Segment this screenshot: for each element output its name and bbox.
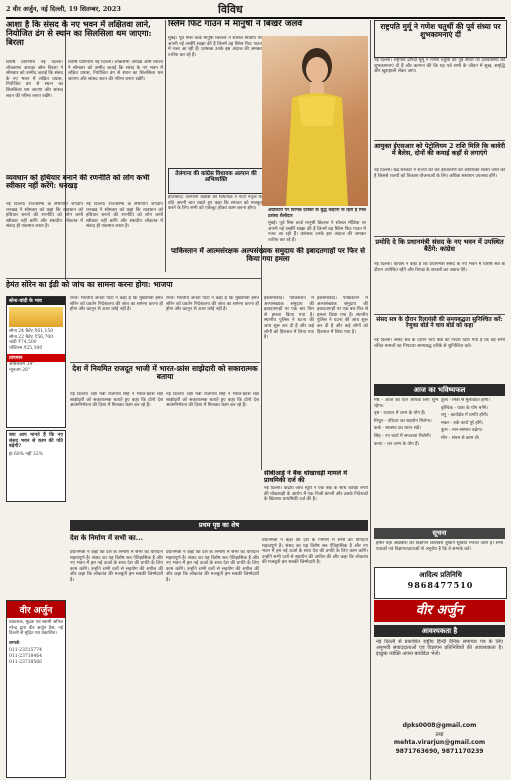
horoscope-entry: कन्या - धन लाभ के योग हैं। xyxy=(374,441,420,447)
story-telangana-headline-box xyxy=(168,168,264,194)
story-kaveri-headline-box xyxy=(374,140,505,167)
horoscope-entry: वृश्चिक - यात्रा के योग बनेंगे। xyxy=(441,405,489,411)
story-pm-headline-box xyxy=(374,236,505,261)
story-cbi-body: नई दिल्ली। केंद्रीय जांच ब्यूरो ने एक बैंक के साथ करोड़ों रुपये की धोखाधड़ी के आरोप में एक निजी कंपनी और उसके निदेशकों के खिलाफ प्राथमिकी दर्ज की है। xyxy=(264,486,368,503)
market-row: सोना 24 कैरेट ₹61,150 xyxy=(9,329,54,334)
story-desh-body: प्रधानमंत्री ने कहा कि देश के निर्माण में सभी का योगदान महत्वपूर्ण है। संसद का यह विशेष सत्र ऐतिहासिक है और नए भवन में हम नई ऊर्जा के साथ देश की प्रगति के लिए काम करेंगे। उन्होंने सभी दलों से सहयोग की अपील की और कहा कि लोकतंत्र की मजबूती हम सबकी जिम्मेदारी है। xyxy=(70,550,163,583)
story-headline: व्यवधान को हथियार बनाने की रणनीति को लोग कभी स्वीकार नहीं करेंगे: धनखड़ xyxy=(6,174,150,190)
masthead-logo: वीर अर्जुन xyxy=(7,601,65,618)
notice-body: हमारे यहां अखबारों की विज्ञापन डिलिवरी बुकिंग सुविधा निरंतर जारी है। सभी पाठकों एवं विज्ञापनदाताओं से अनुरोध है कि वे सम्पर्क करें। xyxy=(376,541,503,552)
contact-phones: 9871763690, 9871170239 xyxy=(395,748,484,755)
story-headline: आयुक्त ईएसआर को पेट्रोलियम 2 राशि मिलि कि कावेरी में बैलेस, दोनों की कमाई कहाँ से लगाएंगे xyxy=(374,142,505,157)
story-birla-body-cont: विशेष प्रतिनिधि नई दिल्ली। लोकसभा अध्यक्ष ओम बिरला ने सोमवार को उम्मीद जताई कि संसद के नए भवन में लक्षित प्रयास, नियोजित ढंग से स्थान का सिलसिला थम जाएगा और सांसद सदन की गरिमा बनाए रखेंगे। xyxy=(68,60,163,82)
horoscope-entry: वृष - व्यापार में लाभ के योग हैं। xyxy=(374,411,426,417)
story-ganesh-headline-box xyxy=(374,20,507,58)
story-desh-body-cont: प्रधानमंत्री ने कहा कि देश के निर्माण में सभी का योगदान महत्वपूर्ण है। संसद का यह विशेष सत्र ऐतिहासिक है और नए भवन में हम नई ऊर्जा के साथ देश की प्रगति के लिए काम करेंगे। उन्होंने सभी दलों से सहयोग की अपील की और कहा कि लोकतंत्र की मजबूती हम सबकी जिम्मेदारी है। xyxy=(166,550,259,583)
story-hemant-body: रांची। भारतीय जनता पार्टी ने कहा है कि मुख्यमंत्री हेमंत सोरेन को प्रवर्तन निदेशालय की जांच का सामना करना ही होगा और कानून से ऊपर कोई नहीं है। xyxy=(70,296,163,313)
story-birla-body: विशेष प्रतिनिधि नई दिल्ली। लोकसभा अध्यक्ष ओम बिरला ने सोमवार को उम्मीद जताई कि संसद के नए भवन में लक्षित प्रयास, नियोजित ढंग से स्थान का सिलसिला थम जाएगा और सांसद सदन की गरिमा बनाए रखेंगे। xyxy=(6,60,63,99)
story-dhankhar-body-cont: नई दिल्ली। राज्यसभा के सभापति जगदीप धनखड़ ने सोमवार को कहा कि व्यवधान को हथियार बनाने की रणनीति को लोग कभी स्वीकार नहीं करेंगे और संसदीय लोकतंत्र में संवाद ही एकमात्र रास्ता है। xyxy=(86,202,163,230)
story-pakistan-headline-box xyxy=(168,247,368,271)
story-headline: आशा है कि संसद के नए भवन में लक्षितवा लाने, नियोजित ढंग से स्थान का सिलसिला थम जाएगा: बिरला xyxy=(6,20,152,47)
page-folio: 2 वीर अर्जुन, नई दिल्ली, 19 सितम्बर, 2023 xyxy=(6,5,121,13)
story-pakistan-body-cont: इस्लामाबाद। पाकिस्तान में अल्पसंख्यक समुदाय की इबादतगाहों पर एक बार फिर से हमला किया गया है। स्थानीय पुलिस ने घटना की जांच शुरू कर दी है और कई लोगों को हिरासत में लिया गया है। xyxy=(317,296,368,335)
story-headline: देश में नियमित राजदूत भाजी में भारत-फ्रांस साझेदारी को सकारात्मक बताया xyxy=(72,364,258,381)
market-row: प्लैटिनम ₹25,300 xyxy=(9,345,43,351)
horoscope-right-column xyxy=(441,398,505,524)
manushi-caption-box xyxy=(268,208,366,242)
story-tea-body: नई दिल्ली। संसद सत्र के दौरान चाय बोर्ड को निर्देश दिया गया है कि वह सभी लंबित मामलों का निपटारा समयबद्ध तरीके से सुनिश्चित करे। xyxy=(374,338,505,349)
story-ganesh-body: नई दिल्ली। राष्ट्रपति द्रौपदी मुर्मू ने गणेश चतुर्थी की पूर्व संध्या पर देशवासियों को शुभकामनाएं दी हैं और कामना की कि यह पर्व सभी के जीवन में सुख, समृद्धि और खुशहाली लेकर आए। xyxy=(374,58,505,75)
horoscope-entry: तुला - मित्रों से मुलाकात होगी। xyxy=(441,398,491,403)
story-headline: सीबीआई ने बैंक धोखाधड़ी मामले में प्राथमिकी दर्ज की xyxy=(264,470,348,484)
story-dhankhar-headline-box xyxy=(6,174,162,200)
front-page-continued-bar: प्रथम पृष्ठ का शेष xyxy=(70,520,368,531)
contact-or: तथा xyxy=(435,732,444,738)
story-dhankhar-body: नई दिल्ली। राज्यसभा के सभापति जगदीप धनखड़ ने सोमवार को कहा कि व्यवधान को हथियार बनाने की रणनीति को लोग कभी स्वीकार नहीं करेंगे और संसदीय लोकतंत्र में संवाद ही एकमात्र रास्ता है। xyxy=(6,202,83,230)
story-tea-headline-box xyxy=(374,314,505,337)
story-manushi-body: मुंबई। पूर्व मिस वर्ल्ड मानुषी छिल्लर ने सोशल मीडिया पर अपनी नई तस्वीरें साझा की हैं जिनमें वह स्लिम फिट गाउन में नजर आ रही हैं। प्रशंसक उनके इस अंदाज की जमकर तारीफ कर रहे हैं। xyxy=(168,36,262,58)
page-header xyxy=(6,3,505,19)
weather-row: न्यूनतम 26° xyxy=(9,367,31,373)
story-birla-headline-box xyxy=(6,20,162,58)
story-headline: देश के निर्माण में सभी का... xyxy=(70,534,143,542)
weather-row: अधिकतम 34° xyxy=(9,362,35,368)
story-headline: पाकिस्तान में आत्मसंरक्षक अल्पसंख्यक समुदाय की इबादतगाहों पर फिर से किया गया हमला xyxy=(170,247,366,263)
job-ad-body: नई दिल्ली से प्रकाशित राष्ट्रीय हिन्दी दैनिक समाचार पत्र के लिए अनुभवी संवाददाताओं एवं विज्ञापन प्रतिनिधियों की आवश्यकता है। इच्छुक व्यक्ति अपना बायोडेटा भेजें। xyxy=(376,639,503,658)
job-ad-contact xyxy=(374,722,505,776)
story-hemant-headline-box xyxy=(6,278,261,293)
column-rule xyxy=(261,245,262,470)
story-pakistan-body: इस्लामाबाद। पाकिस्तान में अल्पसंख्यक समुदाय की इबादतगाहों पर एक बार फिर से हमला किया गया है। स्थानीय पुलिस ने घटना की जांच शुरू कर दी है और कई लोगों को हिरासत में लिया गया है। xyxy=(264,296,314,341)
contact-phone: 011-23315774 xyxy=(9,648,43,654)
market-row: सोना 22 कैरेट ₹56,700 xyxy=(9,334,54,340)
contact-email[interactable]: mehta.virarjun@gmail.com xyxy=(393,739,486,746)
story-pm-body: नई दिल्ली। कांग्रेस ने कहा है कि प्रधानमंत्री संसद के नए भवन में विशेष सत्र के दौरान उपस्थित रहेंगे और विपक्ष के सवालों का जवाब देंगे। xyxy=(374,262,505,273)
horoscope-entry: कर्क - स्वास्थ्य का ध्यान रखें। xyxy=(374,426,421,432)
job-ad-title: आवश्यकता है xyxy=(374,625,505,637)
weather-title: तापमान xyxy=(7,354,65,362)
poll-question: क्या आप मानते हैं कि नए संसद भवन से काम की गति बढ़ेगी? xyxy=(9,432,63,450)
story-rajnath-headline-box xyxy=(70,362,260,389)
contact-email[interactable]: dpks0008@gmail.com xyxy=(402,722,477,729)
column-rule xyxy=(370,20,371,780)
story-headline: तेलंगाना की कांग्रेस विधायक अल्पान की अभिव्यक्ति xyxy=(175,171,257,184)
story-hemant-body-cont: रांची। भारतीय जनता पार्टी ने कहा है कि मुख्यमंत्री हेमंत सोरेन को प्रवर्तन निदेशालय की जांच का सामना करना ही होगा और कानून से ऊपर कोई नहीं है। xyxy=(166,296,259,313)
model-silhouette-image xyxy=(262,36,368,206)
story-telangana-body: हैदराबाद। तेलंगाना कांग्रेस की विधायक ने पार्टी नेतृत्व के प्रति अपनी बात रखते हुए कहा कि संगठन को मजबूत करने के लिए सभी को एकजुट होकर काम करना होगा। xyxy=(168,195,262,212)
horoscope-entry: मिथुन - परिवार का सहयोग मिलेगा। xyxy=(374,418,432,424)
imprint-box xyxy=(6,600,66,778)
horoscope-title: आज का भविष्यफल xyxy=(374,384,505,396)
column-rule xyxy=(165,20,166,272)
contact-title: सम्पर्क xyxy=(9,640,20,646)
story-rajnath-body-cont: नई दिल्ली। रक्षा मंत्री राजनाथ सिंह ने भारत-फ्रांस रक्षा साझेदारी को सकारात्मक बताते हुए कहा कि दोनों देश आत्मनिर्भरता की दिशा में मिलकर काम कर रहे हैं। xyxy=(166,392,259,409)
story-kaveri-body: नई दिल्ली। केंद्र सरकार ने राज्यों को कर हस्तांतरण की अतिरिक्त किस्त जारी की है जिससे राज्यों को विकास योजनाओं के लिए अधिक संसाधन उपलब्ध होंगे। xyxy=(374,168,505,179)
horoscope-entry: मेष - आज का दिन आपके लिए शुभ रहेगा। xyxy=(374,398,438,409)
market-sidebar xyxy=(6,296,66,428)
gold-coins-image xyxy=(9,307,63,327)
horoscope-entry: मकर - रुके कार्य पूरे होंगे। xyxy=(441,420,484,426)
story-headline: प्रमोदि दे कि प्रधानमंत्री संसद के नए भवन में उपस्थित बैठेंगे: कांग्रेस xyxy=(375,238,504,254)
story-manushi-headline-box xyxy=(168,20,368,34)
veer-arjun-logo: वीर अर्जुन xyxy=(374,600,505,622)
story-desh-headline-box xyxy=(70,534,230,548)
aditya-ad xyxy=(374,567,507,599)
story-headline: स्लिम फिट गाउन में मानुषी ने बिखेरे जलवे xyxy=(168,20,303,29)
story-desh-body-cont2: प्रधानमंत्री ने कहा कि देश के निर्माण में सभी का योगदान महत्वपूर्ण है। संसद का यह विशेष सत्र ऐतिहासिक है और नए भवन में हम नई ऊर्जा के साथ देश की प्रगति के लिए काम करेंगे। उन्होंने सभी दलों से सहयोग की अपील की और कहा कि लोकतंत्र की मजबूती हम सबकी जिम्मेदारी है। xyxy=(262,538,368,566)
photo-caption: अदाकारी पर विभिन्न दर्शकों के बुद्ध कहानी के हिसे है मिल प्रशंसा शैलीदार xyxy=(268,208,366,219)
horoscope-entry: कुंभ - मान-सम्मान बढ़ेगा। xyxy=(441,428,483,434)
horoscope-entry: सिंह - नए कार्य में सफलता मिलेगी। xyxy=(374,433,432,439)
story-headline: राष्ट्रपति मुर्मू ने गणेश चतुर्थी की पूर्व संध्या पर शुभकामनाएं दीं xyxy=(380,22,501,39)
horoscope-entry: धनु - कार्यक्षेत्र में प्रगति होगी। xyxy=(441,413,489,419)
market-title: सोना-चांदी के भाव xyxy=(7,297,65,305)
market-row: चांदी ₹74,500 xyxy=(9,340,37,346)
aditya-title: आदित्य प्रतिनिधि xyxy=(419,570,462,579)
contact-phone: 011-23718464 xyxy=(9,653,43,659)
contact-phone: 011-23718566 xyxy=(9,659,43,665)
horoscope-left-column xyxy=(374,398,438,524)
manushi-photo xyxy=(262,36,368,206)
poll-box xyxy=(6,430,66,502)
story-headline: हेमंत सोरेन का ईडी को जांच का सामना करना होगा: भाजपा xyxy=(6,280,173,289)
poll-result: हां 68% नहीं 32% xyxy=(9,451,43,457)
story-headline: संसद सत्र के दौरान रिलायंसी की समयबद्धता सुनिश्चित करें: रेणुका बोर्ड ने चाय बोर्ड को कहा xyxy=(376,317,503,330)
story-cbi-headline-box xyxy=(264,470,368,484)
horoscope-entry: मीन - संयम से काम लें। xyxy=(441,435,480,441)
story-rajnath-body: नई दिल्ली। रक्षा मंत्री राजनाथ सिंह ने भारत-फ्रांस रक्षा साझेदारी को सकारात्मक बताते हुए कहा कि दोनों देश आत्मनिर्भरता की दिशा में मिलकर काम कर रहे हैं। xyxy=(70,392,163,409)
aditya-phone: 9868477510 xyxy=(407,579,474,590)
section-title: विविध xyxy=(218,3,243,16)
notice-title: सूचना xyxy=(374,528,505,539)
publisher-line: प्रकाशक, मुद्रक एवं स्वामी अनिल नरेन्द्र द्वारा वीर अर्जुन प्रेस, नई दिल्ली से मुद्रित एवं प्रकाशित। xyxy=(9,620,63,637)
caption-body: मुंबई। पूर्व मिस वर्ल्ड मानुषी छिल्लर ने सोशल मीडिया पर अपनी नई तस्वीरें साझा की हैं जिनमें वह स्लिम फिट गाउन में नजर आ रही हैं। प्रशंसक उनके इस अंदाज की जमकर तारीफ कर रहे हैं। xyxy=(268,221,366,242)
